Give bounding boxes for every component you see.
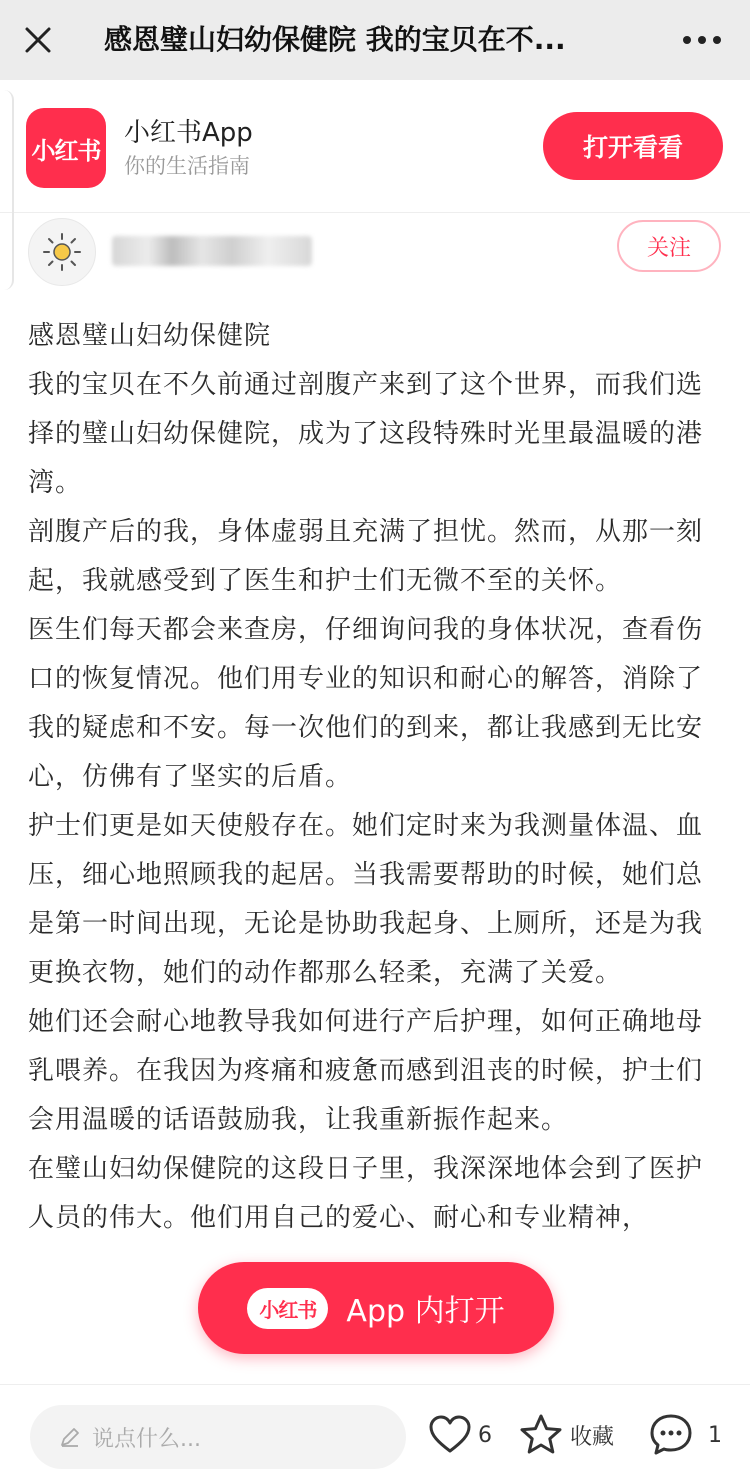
app-tagline: 你的生活指南	[124, 154, 250, 178]
page-title: 感恩璧山妇幼保健院 我的宝贝在不...	[104, 23, 566, 56]
paragraph: 护士们更是如天使般存在。她们定时来为我测量体温、血压，细心地照顾我的起居。当我需要帮助的时候，她们总是第一时间出现，无论是协助我起身、上厕所，还是为我更换衣物，她们的动作都那么轻柔，充满了关爱。	[28, 811, 704, 988]
heart-icon	[428, 1415, 472, 1455]
comment-count: 1	[708, 1422, 722, 1448]
follow-button[interactable]: 关注	[617, 220, 721, 272]
paragraph: 医生们每天都会来查房，仔细询问我的身体状况，查看伤口的恢复情况。他们用专业的知识和耐心的解答，消除了我的疑虑和不安。每一次他们的到来，都让我感到无比安心，仿佛有了坚实的后盾。	[28, 615, 704, 792]
collect-button[interactable]	[518, 1409, 614, 1461]
post-content	[28, 312, 724, 1243]
comment-bubble-icon	[648, 1412, 694, 1458]
author-row	[0, 212, 750, 294]
app-download-banner	[0, 80, 750, 213]
paragraph: 她们还会耐心地教导我如何进行产后护理，如何正确地母乳喂养。在我因为疼痛和疲惫而感到沮丧的时候，护士们会用温暖的话语鼓励我，让我重新振作起来。	[28, 1007, 704, 1135]
title-bar	[0, 0, 750, 80]
bottom-action-bar	[0, 1384, 750, 1484]
float-logo: 小红书	[247, 1288, 328, 1329]
author-name-blurred[interactable]	[112, 236, 312, 266]
sun-icon	[42, 232, 82, 272]
collect-label: 收藏	[570, 1424, 615, 1450]
comment-placeholder: 说点什么...	[92, 1426, 201, 1452]
paragraph: 我的宝贝在不久前通过剖腹产来到了这个世界，而我们选择的璧山妇幼保健院，成为了这段特殊时光里最温暖的港湾。	[28, 370, 704, 498]
open-in-app-label: App 内打开	[346, 1294, 505, 1329]
open-in-app-button[interactable]	[198, 1262, 554, 1354]
comment-input[interactable]	[30, 1405, 406, 1469]
paragraph: 剖腹产后的我，身体虚弱且充满了担忧。然而，从那一刻起，我就感受到了医生和护士们无微不至的关怀。	[28, 517, 704, 596]
avatar[interactable]	[28, 218, 96, 286]
app-name: 小红书App	[124, 118, 253, 148]
like-count: 6	[478, 1422, 492, 1448]
paragraph: 在璧山妇幼保健院的这段日子里，我深深地体会到了医护人员的伟大。他们用自己的爱心、耐心和专业精神，	[28, 1154, 704, 1233]
like-button[interactable]	[428, 1409, 492, 1461]
more-icon	[682, 35, 722, 45]
close-button[interactable]	[18, 20, 58, 60]
more-button[interactable]	[672, 20, 732, 60]
comment-button[interactable]	[648, 1409, 722, 1461]
app-logo-text: 小红书	[31, 136, 101, 165]
app-logo	[26, 108, 106, 188]
post-title: 感恩璧山妇幼保健院	[28, 321, 272, 351]
close-icon	[23, 25, 53, 55]
open-app-button[interactable]: 打开看看	[543, 112, 723, 180]
star-icon	[518, 1413, 564, 1457]
pen-icon	[58, 1425, 82, 1449]
